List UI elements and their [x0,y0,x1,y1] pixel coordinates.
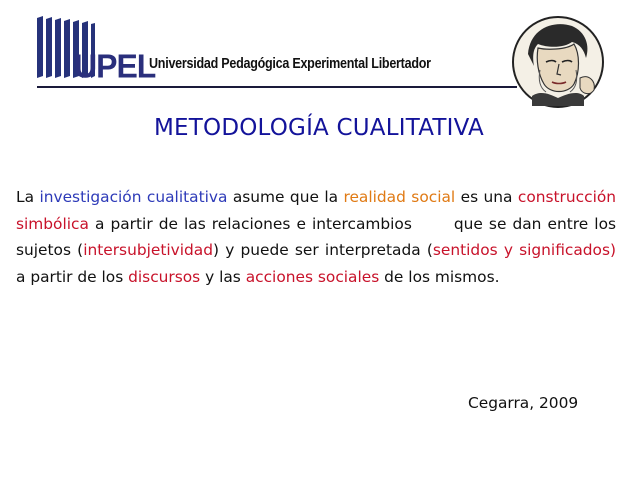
text-segment: es una [455,188,518,206]
university-name: Universidad Pedagógica Experimental Libertador [149,56,431,72]
portrait-illustration [510,14,606,110]
term-sentidos-significados: sentidos y significados) [432,241,617,259]
term-discursos: discursos [128,267,201,286]
bolivar-portrait-icon [510,14,606,110]
text-segment: que se dan entre los sujetos ( [16,214,616,259]
term-construccion-simbolica: construcción simbólica [16,188,617,233]
body-paragraph [16,184,616,290]
slide-title: METODOLOGÍA CUALITATIVA [154,115,484,141]
text-segment: La [16,188,40,206]
text-segment: y las [200,267,246,286]
citation: Cegarra, 2009 [468,394,579,412]
text-segment: a partir de los [16,267,129,286]
term-investigacion-cualitativa: investigación cualitativa [39,188,228,206]
term-intersubjetividad: intersubjetividad [83,241,214,259]
text-segment: ) y puede ser interpretada ( [213,241,433,259]
header-divider [37,86,517,88]
brand-text: UPEL [74,47,156,85]
term-acciones-sociales: acciones sociales [245,267,380,286]
text-segment: de los mismos. [379,267,500,286]
text-segment: a partir de las relaciones e intercambios [88,214,412,233]
text-segment: asume que la [227,188,344,206]
term-realidad-social: realidad social [343,188,456,206]
